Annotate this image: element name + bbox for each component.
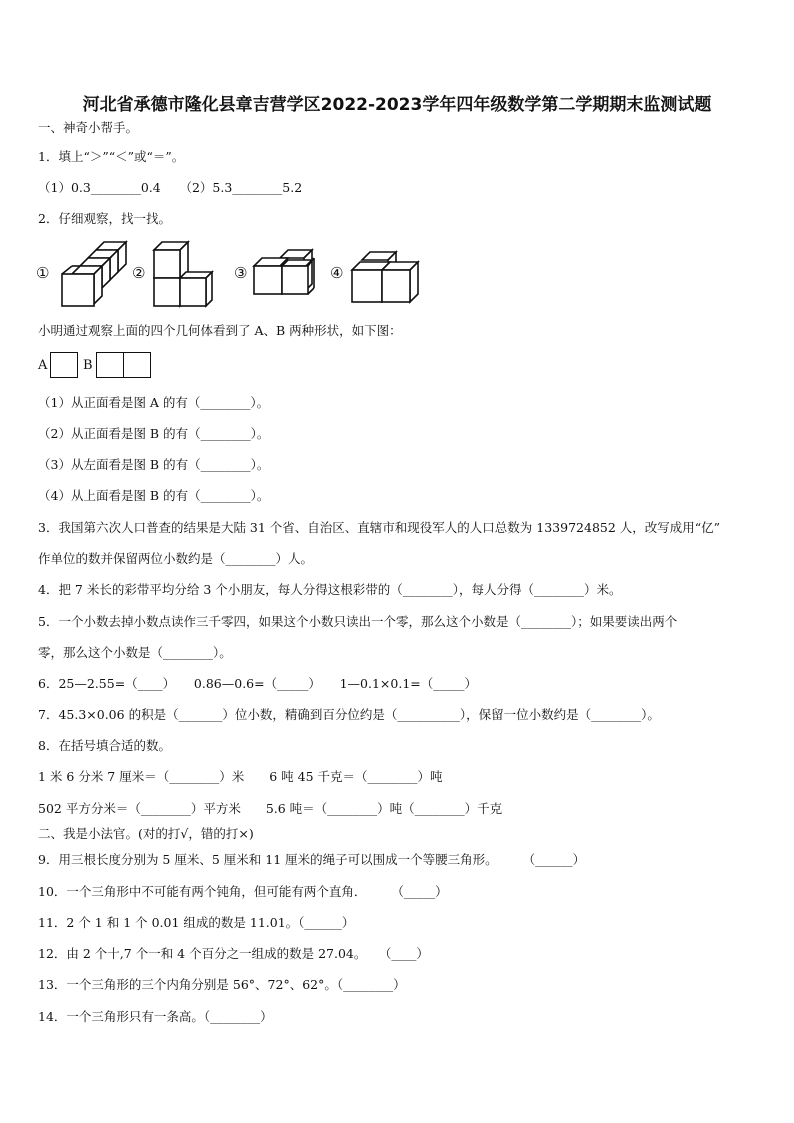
question-1: 1．填上“＞”“＜”或“＝”。 [38,149,185,164]
section-heading-2: 二、我是小法官。(对的打√，错的打×) [38,826,254,841]
shape-b-label: B [83,358,93,373]
question-1-parts: （1）0.3________0.4 （2）5.3________5.2 [38,180,303,195]
shape-b-square-right [123,352,151,378]
page-title: 河北省承德市隆化县章吉营学区2022-2023学年四年级数学第二学期期末监测试题 [82,95,712,115]
cube-figure-3 [250,248,330,302]
section-heading-1: 一、神奇小帮手。 [38,120,139,135]
question-2: 2．仔细观察，找一找。 [38,211,171,226]
question-3-line-1: 3．我国第六次人口普查的结果是大陆 31 个省、自治区、直辖市和现役军人的人口总数为 1339724852 人，改写成用“亿” [38,520,721,535]
figure-label-1: ① [36,264,50,282]
question-11: 11．2 个 1 和 1 个 0.01 组成的数是 11.01。（______） [38,915,355,930]
question-5-line-2: 零，那么这个小数是（________）。 [38,645,232,660]
question-8: 8．在括号填合适的数。 [38,738,171,753]
figure-label-2: ② [132,264,146,282]
question-14: 14．一个三角形只有一条高。（________） [38,1009,273,1024]
shape-b-square-left [96,352,124,378]
cube-figure-1 [56,238,134,310]
question-8-line-b: 502 平方分米＝（________）平方米 5.6 吨＝（________）吨（________）千克 [38,801,503,816]
question-9: 9．用三根长度分别为 5 厘米、5 厘米和 11 厘米的绳子可以围成一个等腰三角形。 （______） [38,852,586,867]
question-2-part-1: （1）从正面看是图 A 的有（________）。 [38,395,270,410]
cube-figure-2 [150,240,230,310]
question-6: 6．25—2.55=（____） 0.86—0.6=（_____） 1—0.1×0.1=（_____） [38,676,478,691]
question-5-line-1: 5．一个小数去掉小数点读作三千零四，如果这个小数只读出一个零，那么这个小数是（________）；如果要读出两个 [38,614,678,629]
shape-a-label: A [38,358,48,373]
shape-a-square [50,352,78,378]
question-3-line-2: 作单位的数并保留两位小数约是（________）人。 [38,551,314,566]
question-7: 7．45.3×0.06 的积是（_______）位小数，精确到百分位约是（__________），保留一位小数约是（________）。 [38,707,660,722]
question-2-part-3: （3）从左面看是图 B 的有（________）。 [38,457,270,472]
question-4: 4．把 7 米长的彩带平均分给 3 个小朋友，每人分得这根彩带的（________），每人分得（________）米。 [38,582,622,597]
question-8-line-a: 1 米 6 分米 7 厘米＝（________）米 6 吨 45 千克＝（________）吨 [38,769,443,784]
question-2-description: 小明通过观察上面的四个几何体看到了 A、B 两种形状，如下图： [38,323,402,338]
cube-figure-4 [348,250,428,306]
question-10: 10．一个三角形中不可能有两个钝角，但可能有两个直角． （_____） [38,884,448,899]
question-2-part-2: （2）从正面看是图 B 的有（________）。 [38,426,270,441]
figure-label-4: ④ [330,264,344,282]
figure-label-3: ③ [234,264,248,282]
question-13: 13．一个三角形的三个内角分别是 56°、72°、62°。（________） [38,977,406,992]
question-2-part-4: （4）从上面看是图 B 的有（________）。 [38,488,270,503]
question-12: 12．由 2 个十,7 个一和 4 个百分之一组成的数是 27.04。 （____） [38,946,429,961]
